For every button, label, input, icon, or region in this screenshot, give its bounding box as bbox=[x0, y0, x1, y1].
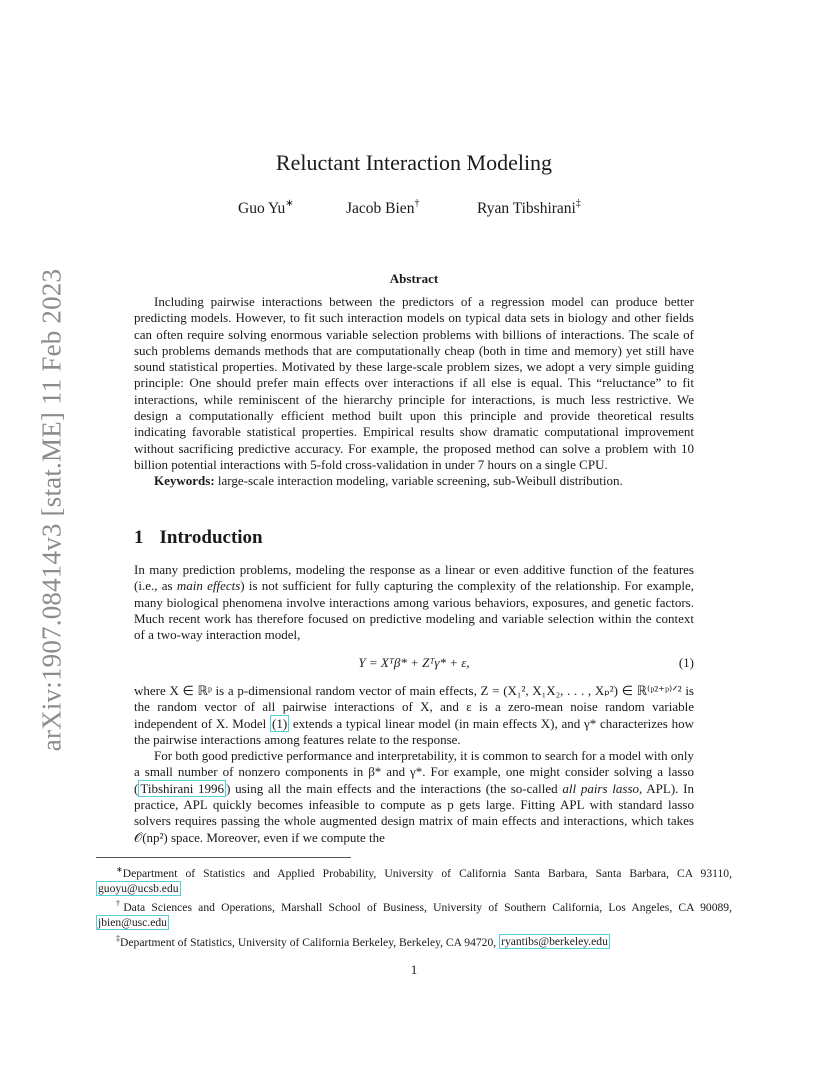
equation-1 bbox=[134, 655, 694, 675]
citation-link-tibshirani-1996[interactable]: Tibshirani 1996 bbox=[140, 780, 225, 796]
emphasis-main-effects: main effects bbox=[176, 578, 241, 594]
equation-expression: Y = Xᵀβ* + Zᵀγ* + ε, bbox=[358, 655, 470, 670]
section-heading-introduction bbox=[134, 527, 263, 549]
equation-reference-link[interactable]: (1) bbox=[271, 715, 288, 731]
abstract-heading: Abstract bbox=[389, 271, 439, 286]
section-number: 1 bbox=[134, 527, 144, 548]
abstract-text: Including pairwise interactions between the predictors of a regression model can produce better predicting models. However, to fit such interaction models on typical data sets in biology and other fields can often require solving enormous variable selection problems with billions of interactions. The scale of such problems demands methods that are computationally cheap (both in time and memory) yet still have sound statistical properties. Motivated by these large-scale problem sizes, we adopt a very simple guiding principle: One should prefer main effects over interactions if all else is equal. This “reluctance” to fit interactions, while reminiscent of the hierarchy principle for interactions, is much less restrictive. We design a computationally efficient method built upon this principle and provide theoretical results indicating favorable statistical properties. Empirical results show dramatic computational improvement without sacrificing predictive accuracy. For example, the proposed method can solve a problem with 10 billion potential interactions with 5-fold cross-validation in under 7 hours on a single CPU. bbox=[134, 294, 694, 472]
intro-paragraph-1: In many prediction problems, modeling the response as a linear or even additive function of the features (i.e., as main effects) is not sufficient for fully capturing the complexity of the relationship. For example, many biological phenomena involve interactions among various behaviors, exposures, and genetic factors. Much recent work has therefore focused on predictive modeling and variable selection within the context of a two-way interaction model, bbox=[134, 562, 694, 643]
author-ryan-tibshirani: Ryan Tibshirani‡ bbox=[477, 198, 581, 218]
equation-number: (1) bbox=[678, 655, 694, 670]
author-guo-yu: Guo Yu∗ bbox=[238, 198, 294, 218]
footnote-1: ∗Department of Statistics and Applied Probability, University of California Santa Barbara, Santa Barbara, CA 93110, guoyu@ucsb.edu bbox=[98, 865, 732, 896]
paper-title: Reluctant Interaction Modeling bbox=[275, 150, 553, 175]
email-link-guoyu[interactable]: guoyu@ucsb.edu bbox=[98, 882, 179, 896]
page-number: 1 bbox=[410, 962, 418, 977]
keywords-line bbox=[134, 473, 694, 489]
arxiv-stamp-text: arXiv:1907.08414v3 [stat.ME] 11 Feb 2023 bbox=[36, 268, 67, 752]
intro-paragraphs-2-3: where X ∈ ℝᵖ is a p-dimensional random vector of main effects, Z = (X₁², X₁X₂, . . . , Xₚ²) ∈ ℝ⁽ᵖ²⁺ᵖ⁾ᐟ² is the random vector of all pairwise interactions of X, and ε is a zero-mean noise random variable independent of X. Model (1) extends a typical linear model (in main effects X), and γ* characterizes how the pairwise interactions among features relate to the response. For both good predictive performance and interpretability, it is common to search for a model with only a small number of nonzero components in β* and γ*. For example, one might consider solving a lasso ( Tibshirani 1996 ) using all the main effects and the interactions (the so-called all pairs lasso, APL). In practice, APL quickly becomes infeasible to compute as p gets large. Fitting APL with standard lasso solvers requires passing the whole augmented design matrix of main effects and interactions, which takes 𝒪(np²) space. Moreover, even if we compute the bbox=[134, 683, 694, 845]
abstract-body bbox=[134, 294, 694, 490]
email-link-jbien[interactable]: jbien@usc.edu bbox=[98, 916, 167, 930]
section-title: Introduction bbox=[159, 527, 263, 548]
author-list bbox=[0, 199, 828, 221]
emphasis-all-pairs-lasso: all pairs lasso bbox=[562, 780, 640, 796]
keywords-text: large-scale interaction modeling, variable screening, sub-Weibull distribution. bbox=[214, 473, 623, 489]
keywords-label: Keywords: bbox=[154, 473, 215, 489]
author-jacob-bien: Jacob Bien† bbox=[346, 198, 420, 218]
email-link-ryantibs[interactable]: ryantibs@berkeley.edu bbox=[501, 935, 608, 949]
footnote-3: ‡Department of Statistics, University of California Berkeley, Berkeley, CA 94720, ryantibs@berkeley.edu bbox=[116, 933, 608, 949]
footnotes bbox=[96, 862, 732, 950]
footnote-2: †Data Sciences and Operations, Marshall School of Business, University of Southern California, Los Angeles, CA 90089, jbien@usc.edu bbox=[98, 899, 732, 930]
footnote-divider bbox=[96, 857, 351, 858]
